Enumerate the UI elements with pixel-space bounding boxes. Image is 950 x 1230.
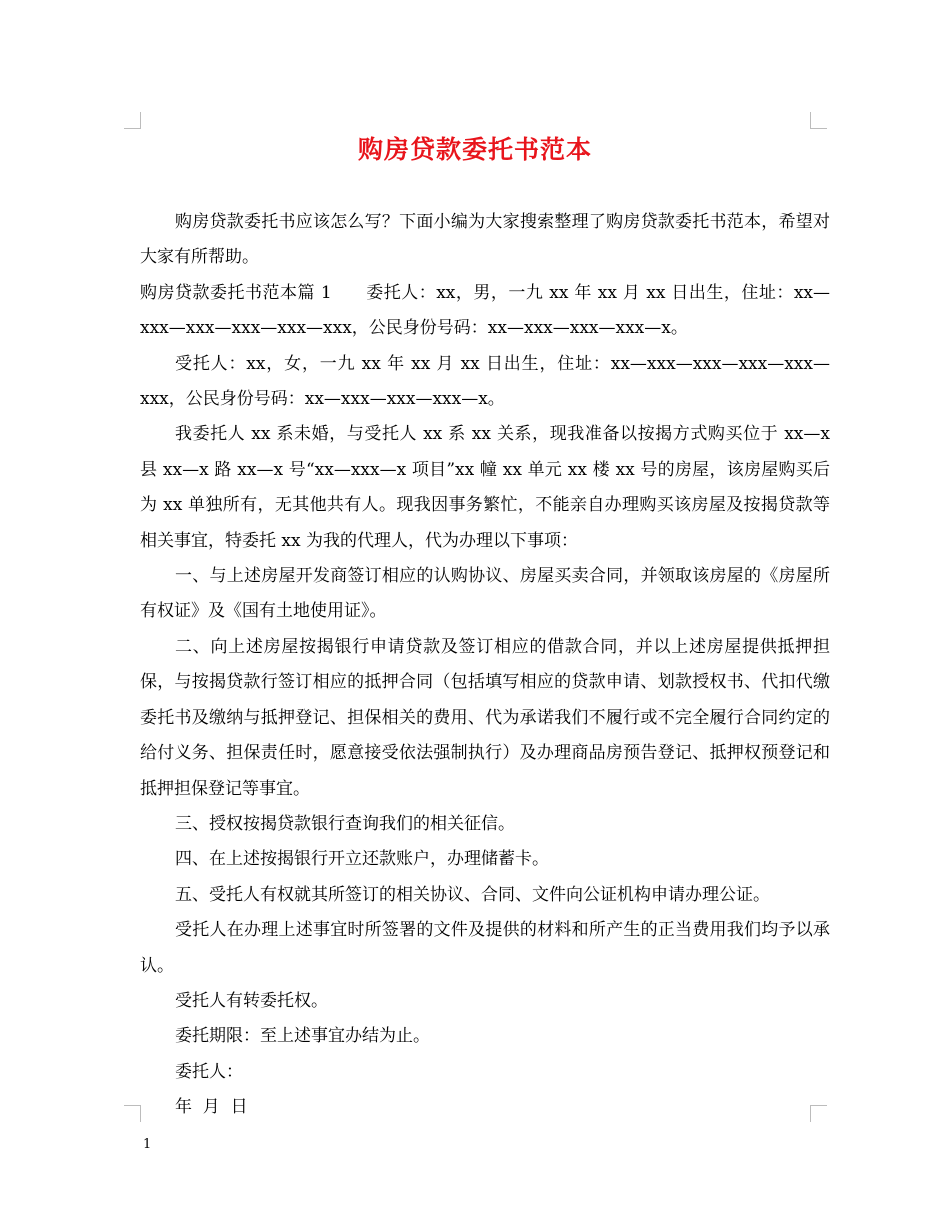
document-title: 购房贷款委托书范本 (357, 135, 592, 164)
margin-corner-mark (124, 1105, 141, 1122)
statement-paragraph: 我委托人 xx 系未婚，与受托人 xx 系 xx 关系，现我准备以按揭方式购买位于 xx—x 县 xx—x 路 xx—x 号“xx—xxx—x 项目”xx 幢 xx 单元 xx 楼 xx 号的房屋，该房屋购买后为 xx 单独所有，无其他共有人。现我因事务繁忙，不能亲自办理购买该房屋及按揭贷款等相关事宜，特委托 xx 为我的代理人，代为办理以下事项： (140, 424, 830, 551)
item-3-paragraph: 三、授权按揭贷款银行查询我们的相关征信。 (175, 813, 515, 834)
date-line: 年 月 日 (175, 1097, 248, 1118)
section-label: 购房贷款委托书范本篇 1 (140, 282, 332, 303)
agent-paragraph: 受托人：xx，女，一九 xx 年 xx 月 xx 日出生，住址：xx—xxx—xxx—xxx—xxx—xxx，公民身份号码：xx—xxx—xxx—xxx—x。 (140, 353, 830, 410)
intro-paragraph: 购房贷款委托书应该怎么写？下面小编为大家搜索整理了购房贷款委托书范本，希望对大家有所帮助。 (140, 212, 830, 268)
principal-paragraph: 委托人：xx，男，一九 xx 年 xx 月 xx 日出生，住址：xx—xxx—xxx—xxx—xxx—xxx，公民身份号码：xx—xxx—xxx—xxx—x。 (140, 282, 830, 339)
page-number: 1 (143, 1137, 152, 1152)
margin-corner-mark (124, 112, 141, 129)
term-paragraph: 委托期限：至上述事宜办结为止。 (175, 1026, 430, 1047)
document-body (140, 205, 830, 1126)
signature-line: 委托人： (175, 1061, 243, 1082)
item-4-paragraph: 四、在上述按揭银行开立还款账户，办理储蓄卡。 (175, 849, 549, 870)
item-2-paragraph: 二、向上述房屋按揭银行申请贷款及签订相应的借款合同，并以上述房屋提供抵押担保，与按揭贷款行签订相应的抵押合同（包括填写相应的贷款申请、划款授权书、代扣代缴委托书及缴纳与抵押登记、担保相关的费用、代为承诺我们不履行或不完全履行合同约定的给付义务、担保责任时，愿意接受依法强制执行）及办理商品房预告登记、抵押权预登记和抵押担保登记等事宜。 (140, 636, 830, 799)
subdelegation-paragraph: 受托人有转委托权。 (175, 990, 328, 1011)
section-heading-line (140, 276, 830, 347)
item-1-paragraph: 一、与上述房屋开发商签订相应的认购协议、房屋买卖合同，并领取该房屋的《房屋所有权证》及《国有土地使用证》。 (140, 566, 830, 622)
acknowledge-paragraph: 受托人在办理上述事宜时所签署的文件及提供的材料和所产生的正当费用我们均予以承认。 (140, 920, 830, 976)
item-5-paragraph: 五、受托人有权就其所签订的相关协议、合同、文件向公证机构申请办理公证。 (175, 884, 770, 905)
margin-corner-mark (810, 112, 827, 129)
